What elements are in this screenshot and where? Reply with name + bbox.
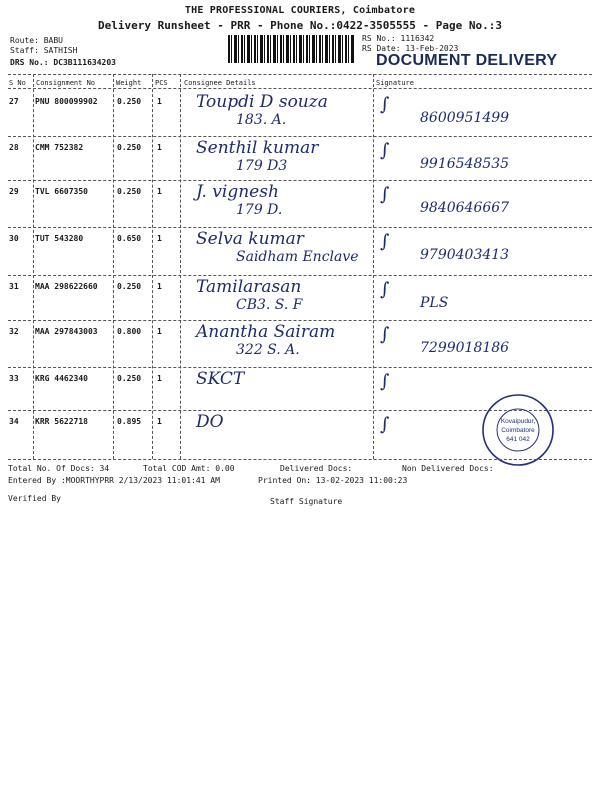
- row-consignment-no: TVL 6607350: [35, 187, 88, 196]
- row-sno: 27: [9, 97, 19, 106]
- staff-signature-label: Staff Signature: [270, 497, 343, 506]
- row-divider: [8, 227, 592, 228]
- row-weight: 0.800: [117, 327, 142, 336]
- row-weight: 0.895: [117, 417, 142, 426]
- row-divider: [8, 275, 592, 276]
- row-sno: 32: [9, 327, 19, 336]
- row-consignee-address: 322 S. A.: [236, 342, 300, 358]
- row-weight: 0.250: [117, 282, 142, 291]
- row-pcs: 1: [157, 97, 162, 106]
- row-consignee-address: CB3. S. F: [236, 297, 303, 313]
- row-consignment-no: PNU 800099902: [35, 97, 98, 106]
- row-divider: [8, 320, 592, 321]
- delivered-docs: Delivered Docs:: [280, 464, 353, 473]
- row-pcs: 1: [157, 374, 162, 383]
- row-signature-phone: 9916548535: [420, 156, 510, 172]
- row-divider: [8, 180, 592, 181]
- row-sno: 28: [9, 143, 19, 152]
- rs-number: RS No.: 1116342: [362, 34, 435, 43]
- table-header-rule: [8, 88, 592, 89]
- col-divider: [373, 74, 374, 459]
- table-bottom-rule: [8, 459, 592, 460]
- non-delivered-docs: Non Delivered Docs:: [402, 464, 494, 473]
- runsheet-subtitle: Delivery Runsheet - PRR - Phone No.:0422-3505555 - Page No.:3: [98, 19, 502, 32]
- row-signature-scribble: ∫: [380, 371, 390, 392]
- row-signature-scribble: ∫: [380, 231, 390, 252]
- row-consignment-no: MAA 297843003: [35, 327, 98, 336]
- row-signature-phone: 7299018186: [420, 340, 510, 356]
- col-divider: [33, 74, 34, 459]
- seal-line-1: Kovaipudur,: [500, 418, 536, 425]
- col-divider: [152, 74, 153, 459]
- row-consignee-name: Anantha Sairam: [196, 322, 336, 342]
- row-sno: 30: [9, 234, 19, 243]
- row-signature-scribble: ∫: [380, 414, 390, 435]
- entered-by: Entered By :MOORTHYPRR 2/13/2023 11:01:41 AM: [8, 476, 220, 485]
- row-pcs: 1: [157, 187, 162, 196]
- row-divider: [8, 367, 592, 368]
- row-consignee-address: 179 D.: [236, 202, 283, 218]
- row-sno: 34: [9, 417, 19, 426]
- college-seal: [480, 392, 556, 468]
- staff-label: Staff: SATHISH: [10, 46, 78, 55]
- total-docs: Total No. Of Docs: 34: [8, 464, 110, 473]
- row-consignment-no: KRR 5622718: [35, 417, 88, 426]
- row-weight: 0.250: [117, 97, 142, 106]
- row-consignee-name: Selva kumar: [196, 229, 304, 249]
- row-sno: 31: [9, 282, 19, 291]
- row-consignment-no: TUT 543280: [35, 234, 84, 243]
- barcode: [228, 35, 355, 63]
- row-divider: [8, 136, 592, 137]
- row-signature-phone: 9840646667: [420, 200, 510, 216]
- row-consignee-name: Toupdi D souza: [196, 92, 328, 112]
- row-consignee-address: Saidham Enclave: [236, 249, 359, 265]
- printed-on: Printed On: 13-02-2023 11:00:23: [258, 476, 408, 485]
- table-top-rule: [8, 74, 592, 75]
- row-sno: 29: [9, 187, 19, 196]
- row-signature-phone: PLS: [420, 295, 449, 311]
- row-consignee-address: 183. A.: [236, 112, 287, 128]
- row-consignee-address: 179 D3: [236, 158, 288, 174]
- row-pcs: 1: [157, 143, 162, 152]
- row-signature-scribble: ∫: [380, 140, 390, 161]
- col-header-consignee: Consignee Details: [184, 79, 256, 87]
- row-signature-scribble: ∫: [380, 94, 390, 115]
- col-divider: [113, 74, 114, 459]
- row-consignee-name: DO: [196, 412, 224, 432]
- row-signature-scribble: ∫: [380, 279, 390, 300]
- row-consignment-no: CMM 752382: [35, 143, 84, 152]
- row-pcs: 1: [157, 417, 162, 426]
- col-header-consignment: Consignment No: [36, 79, 96, 87]
- row-signature-scribble: ∫: [380, 324, 390, 345]
- runsheet-title: THE PROFESSIONAL COURIERS, Coimbatore: [184, 5, 416, 16]
- row-sno: 33: [9, 374, 19, 383]
- seal-line-2: Coimbatore: [501, 427, 535, 434]
- route-label: Route: BABU: [10, 36, 63, 45]
- row-weight: 0.250: [117, 143, 142, 152]
- total-cod: Total COD Amt: 0.00: [143, 464, 235, 473]
- row-weight: 0.650: [117, 234, 142, 243]
- row-signature-phone: 9790403413: [420, 247, 510, 263]
- row-signature-scribble: ∫: [380, 184, 390, 205]
- document-delivery-stamp: DOCUMENT DELIVERY: [376, 52, 558, 69]
- row-weight: 0.250: [117, 374, 142, 383]
- verified-by: Verified By: [8, 494, 61, 503]
- seal-line-3: 641 042: [506, 436, 530, 443]
- row-pcs: 1: [157, 234, 162, 243]
- col-divider: [180, 74, 181, 459]
- col-header-weight: Weight: [116, 79, 142, 87]
- drs-number: DRS No.: DC3B111634203: [10, 58, 116, 67]
- col-header-sno: S No: [9, 79, 26, 87]
- row-consignee-name: Senthil kumar: [196, 138, 319, 158]
- row-consignment-no: MAA 298622660: [35, 282, 98, 291]
- row-consignee-name: Tamilarasan: [196, 277, 302, 297]
- row-signature-phone: 8600951499: [420, 110, 510, 126]
- row-consignee-name: SKCT: [196, 369, 245, 389]
- rs-date: RS Date: 13-Feb-2023: [362, 44, 459, 53]
- row-pcs: 1: [157, 327, 162, 336]
- row-consignment-no: KRG 4462340: [35, 374, 88, 383]
- row-pcs: 1: [157, 282, 162, 291]
- col-header-signature: Signature: [376, 79, 414, 87]
- col-header-pcs: PCS: [155, 79, 168, 87]
- row-consignee-name: J. vignesh: [196, 182, 279, 202]
- row-weight: 0.250: [117, 187, 142, 196]
